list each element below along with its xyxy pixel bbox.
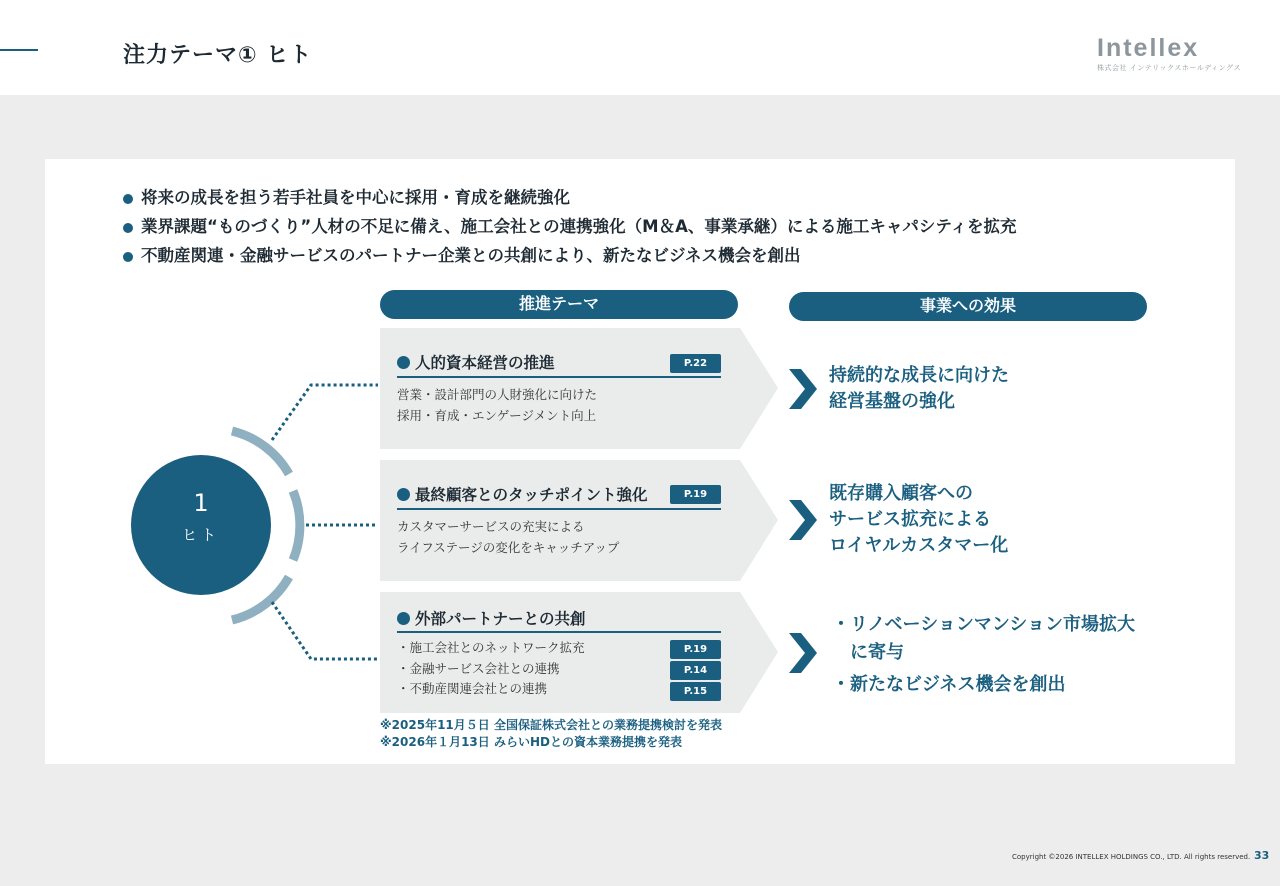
- theme-title: 最終顧客とのタッチポイント強化: [397, 483, 648, 505]
- chevron-right-icon: [789, 633, 817, 673]
- theme-item: ・金融サービス会社との連携: [397, 660, 560, 676]
- title-dot-icon: [397, 488, 410, 501]
- summary-bullet: 将来の成長を担う若手社員を中心に採用・育成を継続強化: [123, 186, 1017, 215]
- middle-arc-icon: [293, 491, 300, 560]
- page-ref-badge: P.22: [670, 354, 721, 373]
- page-ref-badge: P.19: [670, 485, 721, 504]
- chevron-right-icon: [789, 500, 817, 540]
- connector-bottom: [272, 602, 378, 659]
- hub-circle: [131, 455, 271, 595]
- page-ref-badge: P.15: [670, 682, 721, 701]
- header-accent-line: [0, 49, 38, 51]
- page-title: 注力テーマ① ヒト: [123, 43, 313, 68]
- themes-header-pill: 推進テーマ: [380, 290, 738, 319]
- bullet-dot-icon: [123, 194, 133, 204]
- logo-wordmark: Intellex: [1097, 34, 1200, 62]
- theme-item-list: [397, 638, 585, 700]
- theme-item: ・施工会社とのネットワーク拡充: [397, 640, 585, 655]
- summary-bullet: 業界課題“ものづくり”人材の不足に備え、施工会社との連携強化（M＆A、事業承継）による施工キャパシティを拡充: [123, 215, 1017, 244]
- connector-top: [272, 385, 378, 440]
- title-dot-icon: [397, 356, 410, 369]
- theme-divider: [397, 508, 721, 510]
- company-logo: [1097, 34, 1247, 73]
- chevron-right-icon: [789, 369, 817, 409]
- summary-bullet: 不動産関連・金融サービスのパートナー企業との共創により、新たなビジネス機会を創出: [123, 244, 1017, 273]
- header-bar: [0, 0, 1280, 95]
- bullet-dot-icon: [123, 252, 133, 262]
- theme-card-human-capital: [380, 328, 778, 449]
- theme-card-partners: [380, 592, 778, 713]
- theme-description: 営業・設計部門の人財強化に向けた 採用・育成・エンゲージメント向上: [397, 387, 598, 423]
- theme-title: 外部パートナーとの共創: [397, 607, 586, 629]
- bullet-dot-icon: [123, 223, 133, 233]
- hub-number: 1: [193, 489, 209, 517]
- theme-divider: [397, 631, 721, 633]
- theme-title: 人的資本経営の推進: [397, 351, 555, 373]
- effect-text-2: 既存購入顧客への サービス拡充による ロイヤルカスタマー化: [829, 483, 1009, 556]
- effects-header-pill: 事業への効果: [789, 292, 1147, 321]
- effect-text-3: ・リノベーションマンション市場拡大 に寄与 ・新たなビジネス機会を創出: [832, 614, 1136, 695]
- title-dot-icon: [397, 612, 410, 625]
- theme-description: カスタマーサービスの充実による ライフステージの変化をキャッチアップ: [397, 519, 620, 555]
- hub-label: ヒト: [181, 526, 220, 544]
- page-number: 33: [1254, 849, 1270, 862]
- footnote: ※2026年１月13日 みらいHDとの資本業務提携を発表: [380, 735, 682, 749]
- page-ref-badge: P.14: [670, 661, 721, 680]
- page-ref-badge: P.19: [670, 640, 721, 659]
- footnotes: [380, 717, 722, 751]
- footnote: ※2025年11月５日 全国保証株式会社との業務提携検討を発表: [380, 718, 722, 732]
- copyright-text: Copyright ©2026 INTELLEX HOLDINGS CO., LTD. All rights reserved.: [1012, 853, 1251, 861]
- theme-divider: [397, 376, 721, 378]
- logo-subtitle: 株式会社 インテリックスホールディングス: [1097, 64, 1241, 72]
- theme-card-touchpoint: [380, 460, 778, 581]
- theme-item: ・不動産関連会社との連携: [397, 681, 548, 696]
- summary-bullets: [123, 186, 1017, 273]
- effect-text-1: 持続的な成長に向けた 経営基盤の強化: [829, 365, 1009, 412]
